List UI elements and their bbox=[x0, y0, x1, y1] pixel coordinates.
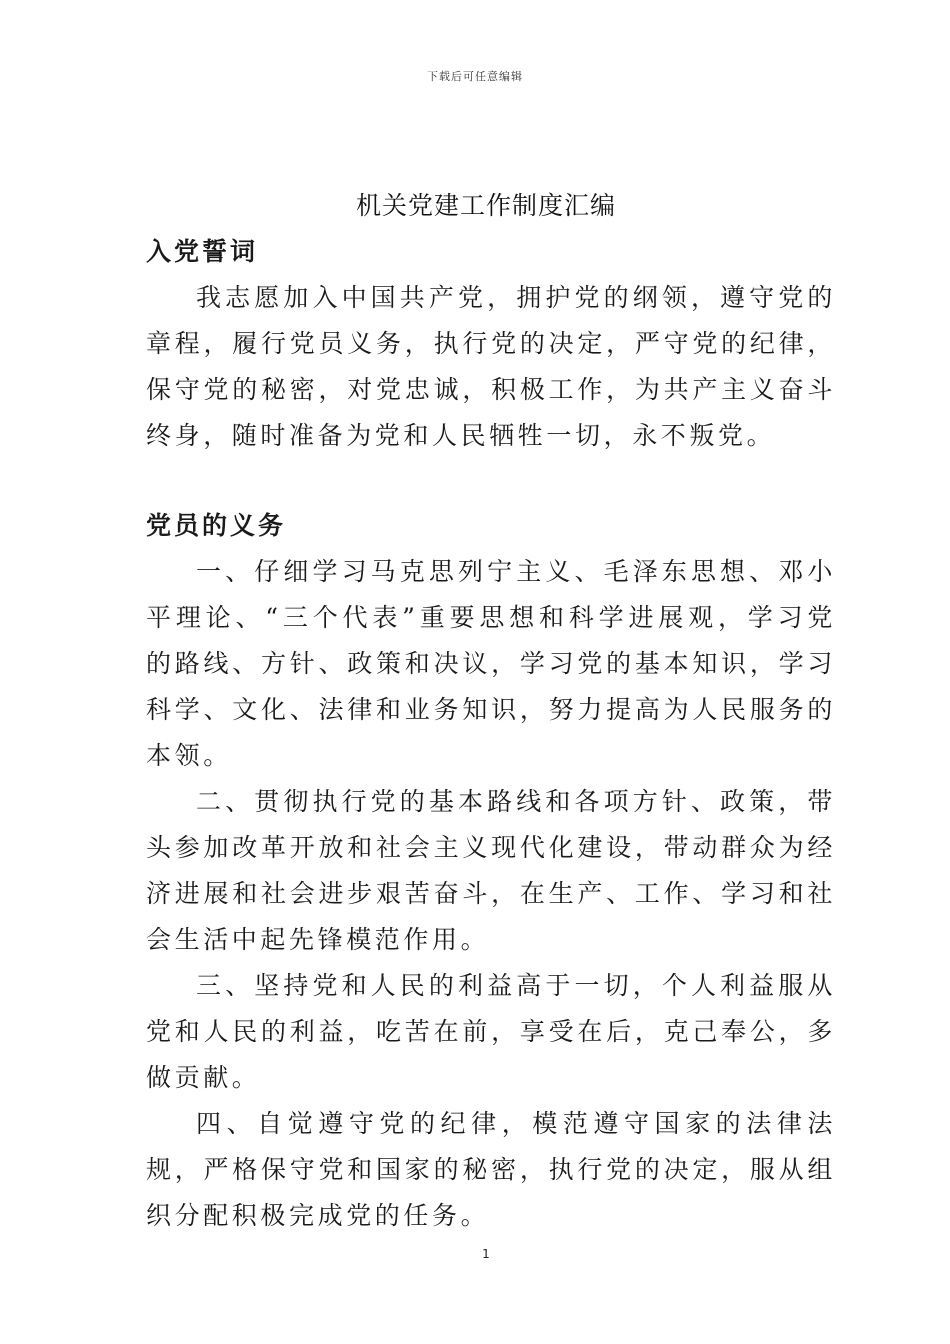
section-spacer bbox=[146, 459, 836, 503]
duty-paragraph-3: 三、坚持党和人民的利益高于一切，个人利益服从党和人民的利益，吃苦在前，享受在后，克己奉公，多做贡献。 bbox=[146, 971, 836, 1092]
page-header-note: 下载后可任意编辑 bbox=[427, 70, 523, 83]
duty-paragraph-4: 四、自觉遵守党的纪律，模范遵守国家的法律法规，严格保守党和国家的秘密，执行党的决定，服从组织分配积极完成党的任务。 bbox=[146, 1109, 836, 1230]
duty-paragraph-1: 一、仔细学习马克思列宁主义、毛泽东思想、邓小平理论、“三个代表”重要思想和科学进展观，学习党的路线、方针、政策和决议，学习党的基本知识，学习科学、文化、法律和业务知识，努力提高为人民服务的本领。 bbox=[146, 557, 836, 770]
page-number: 1 bbox=[482, 1247, 490, 1261]
document-title: 机关党建工作制度汇编 bbox=[355, 191, 616, 220]
oath-paragraph: 我志愿加入中国共产党，拥护党的纲领，遵守党的章程，履行党员义务，执行党的决定，严守党的纪律，保守党的秘密，对党忠诚，积极工作，为共产主义奋斗终身，随时准备为党和人民牺牲一切，永不叛党。 bbox=[146, 283, 836, 450]
duty-paragraph-2: 二、贯彻执行党的基本路线和各项方针、政策，带头参加改革开放和社会主义现代化建设，带动群众为经济进展和社会进步艰苦奋斗，在生产、工作、学习和社会生活中起先锋模范作用。 bbox=[146, 787, 836, 954]
document-body bbox=[146, 229, 836, 1239]
section-heading-oath: 入党誓词 bbox=[146, 237, 259, 266]
section-heading-duties: 党员的义务 bbox=[146, 511, 287, 540]
section-oath bbox=[146, 229, 836, 459]
section-member-duties bbox=[146, 503, 836, 1239]
